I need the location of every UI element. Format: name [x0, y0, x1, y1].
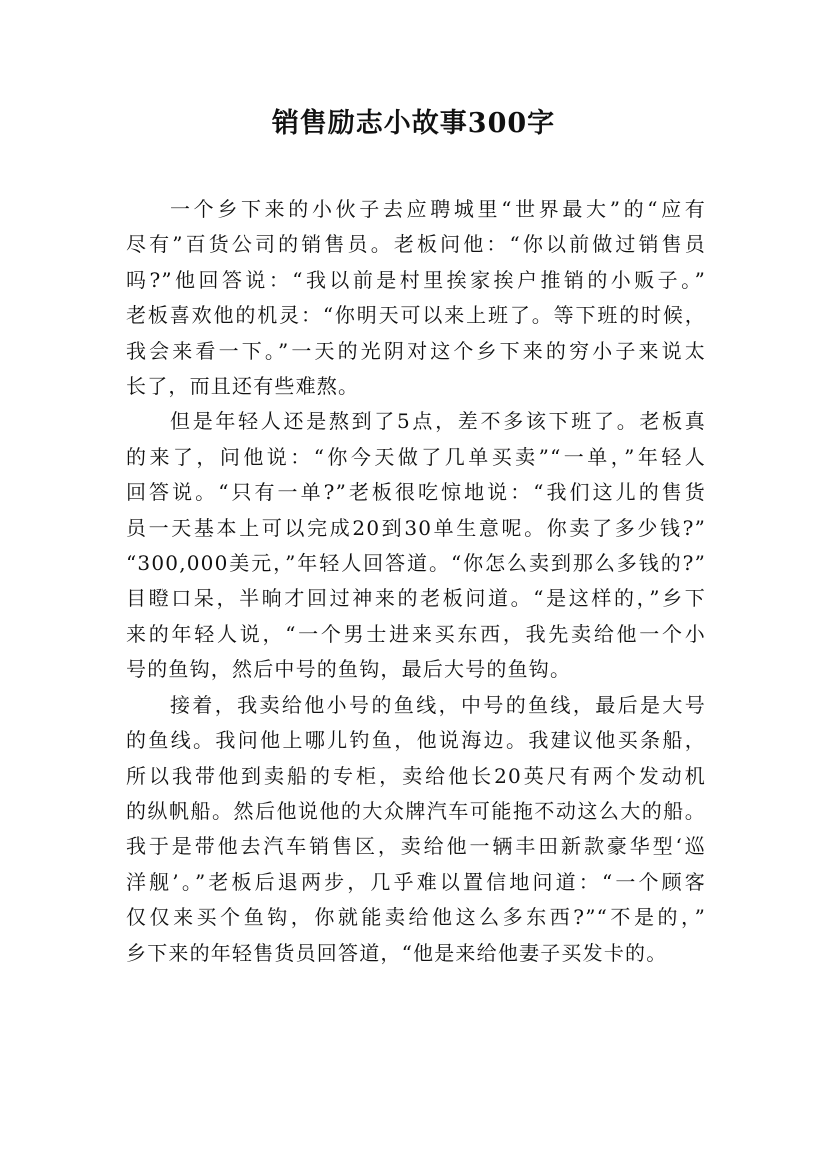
text-line: 的纵帆船。然后他说他的大众牌汽车可能拖不动这么大的船。: [126, 798, 706, 823]
text-line: 吗?”他回答说：“我以前是村里挨家挨户推销的小贩子。”: [126, 267, 706, 292]
paragraph-1: [126, 192, 706, 404]
paragraph-2: [126, 404, 706, 687]
text-line: 的来了，问他说：“你今天做了几单买卖”“一单，”年轻人: [126, 444, 706, 469]
text-line: 长了，而且还有些难熬。: [126, 374, 360, 399]
text-line: 仅仅来买个鱼钩，你就能卖给他这么多东西?”“不是的，”: [126, 905, 706, 930]
text-line: 我会来看一下。”一天的光阴对这个乡下来的穷小子来说太: [126, 338, 706, 363]
text-line: 乡下来的年轻售货员回答道，“他是来给他妻子买发卡的。: [126, 940, 668, 965]
document-title: 销售励志小故事300字: [271, 108, 556, 139]
text-line: 但是年轻人还是熬到了5点，差不多该下班了。老板真: [170, 409, 706, 434]
text-line: 来的年轻人说，“一个男士进来买东西，我先卖给他一个小: [126, 621, 706, 646]
document-body: [126, 192, 706, 971]
text-line: 接着，我卖给他小号的鱼线，中号的鱼线，最后是大号: [170, 692, 706, 717]
text-line: 老板喜欢他的机灵：“你明天可以来上班了。等下班的时候，: [126, 303, 706, 328]
text-line: 洋舰’。”老板后退两步，几乎难以置信地问道：“一个顾客: [126, 869, 706, 894]
text-line: 我于是带他去汽车销售区，卖给他一辆丰田新款豪华型‘巡: [126, 834, 706, 859]
text-line: “300,000美元，”年轻人回答道。“你怎么卖到那么多钱的?”: [126, 551, 706, 576]
text-line: 的鱼线。我问他上哪儿钓鱼，他说海边。我建议他买条船，: [126, 728, 706, 753]
text-line: 目瞪口呆，半晌才回过神来的老板问道。“是这样的，”乡下: [126, 586, 706, 611]
text-line: 号的鱼钩，然后中号的鱼钩，最后大号的鱼钩。: [126, 657, 572, 682]
text-line: 回答说。“只有一单?”老板很吃惊地说：“我们这儿的售货: [126, 480, 706, 505]
text-line: 所以我带他到卖船的专柜，卖给他长20英尺有两个发动机: [126, 763, 706, 788]
text-line: 一个乡下来的小伙子去应聘城里“世界最大”的“应有: [170, 197, 706, 221]
text-line: 尽有”百货公司的销售员。老板问他：“你以前做过销售员: [126, 232, 706, 257]
paragraph-3: [126, 688, 706, 971]
text-line: 员一天基本上可以完成20到30单生意呢。你卖了多少钱?”: [126, 515, 706, 540]
